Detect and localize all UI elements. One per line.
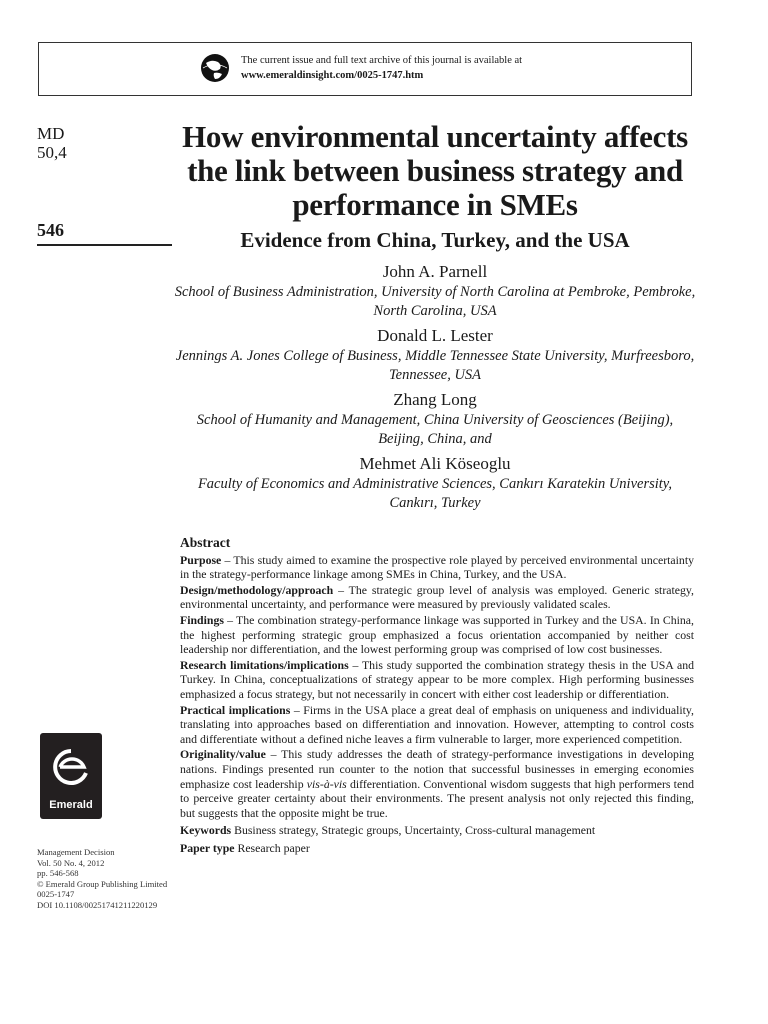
author-name: John A. Parnell — [382, 262, 488, 281]
journal-header-box — [38, 42, 692, 96]
papertype-text: Research paper — [234, 840, 310, 855]
abstract-limitations — [180, 658, 694, 702]
issn: 0025-1747 — [37, 889, 75, 900]
abstract-heading: Abstract — [180, 535, 231, 550]
author-block — [174, 389, 696, 449]
findings-text: – The combination strategy-performance linkage was supported in Turkey and the USA. In China, the highest performing strategic group emphasized a focus orientation accompanied by neither cost leadership nor differentiation, and the lowest performing group was comprised of low cost businesses. — [180, 612, 694, 657]
abstract-practical — [180, 703, 694, 747]
author-affiliation: Faculty of Economics and Administrative Sciences, Cankırı Karatekin University, Cankırı, Turkey — [197, 476, 673, 511]
abstract-design — [180, 583, 694, 612]
design-label: Design/methodology/approach — [180, 582, 334, 597]
originality-vis-a-vis: vis-à-vis — [306, 776, 347, 791]
author-name: Mehmet Ali Köseoglu — [359, 454, 511, 473]
doi: DOI 10.1108/00251741211220129 — [37, 899, 158, 910]
purpose-label: Purpose — [180, 552, 222, 567]
journal-abbrev: MD — [37, 124, 65, 143]
keywords-label: Keywords — [180, 823, 232, 838]
findings-label: Findings — [180, 612, 224, 627]
article-title: How environmental uncertainty affects the link between business strategy and performance in SMEs — [182, 119, 688, 222]
page-range: pp. 546-568 — [37, 868, 79, 879]
page-number: 546 — [37, 220, 64, 240]
originality-text-b: differentiation. Conventional wisdom suggests that high performers tend to perceive greater certainty about their environments. The present analysis not only rejected this finding, but suggests that the opposite might be true. — [180, 776, 694, 820]
originality-label: Originality/value — [180, 747, 266, 762]
keywords-text: Business strategy, Strategic groups, Uncertainty, Cross-cultural management — [231, 823, 596, 838]
practical-label: Practical implications — [180, 702, 291, 717]
abstract-paper-type — [180, 841, 694, 856]
author-block — [174, 261, 696, 321]
emerald-e-icon — [40, 737, 102, 799]
article-subtitle: Evidence from China, Turkey, and the USA — [240, 228, 630, 252]
abstract-keywords — [180, 823, 694, 838]
abstract-findings — [180, 613, 694, 657]
header-archive-text: The current issue and full text archive of this journal is available at — [241, 55, 523, 66]
purpose-text: – This study aimed to examine the prospective role played by perceived environmental uncertainty in the strategy-performance linkage among SMEs in China, Turkey, and the USA. — [180, 552, 694, 582]
author-block — [174, 453, 696, 513]
author-block — [174, 325, 696, 385]
limitations-text: – This study supported the combination strategy thesis in the USA and Turkey. In China, conceptualizations of strategy appear to be more complex. High performing businesses emphasized a focus strategy, but not necessarily in concert with either cost leadership or differentiation. — [180, 657, 694, 701]
author-affiliation: School of Humanity and Management, China University of Geosciences (Beijing), Beijing, China, and — [196, 412, 674, 447]
papertype-label: Paper type — [180, 840, 235, 855]
author-name: Zhang Long — [393, 390, 477, 409]
author-affiliation: Jennings A. Jones College of Business, Middle Tennessee State University, Murfreesboro, Tennessee, USA — [175, 348, 695, 383]
author-affiliation: School of Business Administration, University of North Carolina at Pembroke, Pembroke, North Carolina, USA — [174, 284, 696, 319]
emerald-logo — [40, 733, 102, 819]
author-list — [174, 261, 696, 517]
globe-icon — [200, 53, 230, 83]
publication-info — [37, 847, 167, 911]
volume-info: Vol. 50 No. 4, 2012 — [37, 857, 105, 868]
abstract-section — [180, 536, 694, 856]
journal-name: Management Decision — [37, 847, 115, 857]
abstract-purpose — [180, 553, 694, 582]
limitations-label: Research limitations/implications — [180, 657, 349, 672]
practical-text: – Firms in the USA place a great deal of emphasis on uniqueness and individuality, translating into approaches based on differentiation and innovation. However, attempting to control costs and differentiate without a defined niche leaves a firm vulnerable to larger, more experienced competition. — [180, 702, 694, 746]
design-text: – The strategic group level of analysis was employed. Generic strategy, environmental uncertainty, and performance were measured by previously validated scales. — [180, 582, 694, 612]
journal-url-link[interactable]: www.emeraldinsight.com/0025-1747.htm — [241, 70, 424, 81]
volume-issue: 50,4 — [37, 143, 67, 162]
originality-text-a: – This study addresses the death of strategy-performance investigations in developing nations. Findings presented run counter to the notion that successful businesses in emerging economies emphasize cost leadership — [180, 747, 694, 791]
author-name: Donald L. Lester — [377, 326, 493, 345]
emerald-logo-label: Emerald — [49, 799, 93, 811]
copyright: © Emerald Group Publishing Limited — [37, 878, 168, 889]
journal-code — [37, 124, 67, 162]
abstract-originality — [180, 747, 694, 820]
margin-divider — [37, 244, 172, 246]
